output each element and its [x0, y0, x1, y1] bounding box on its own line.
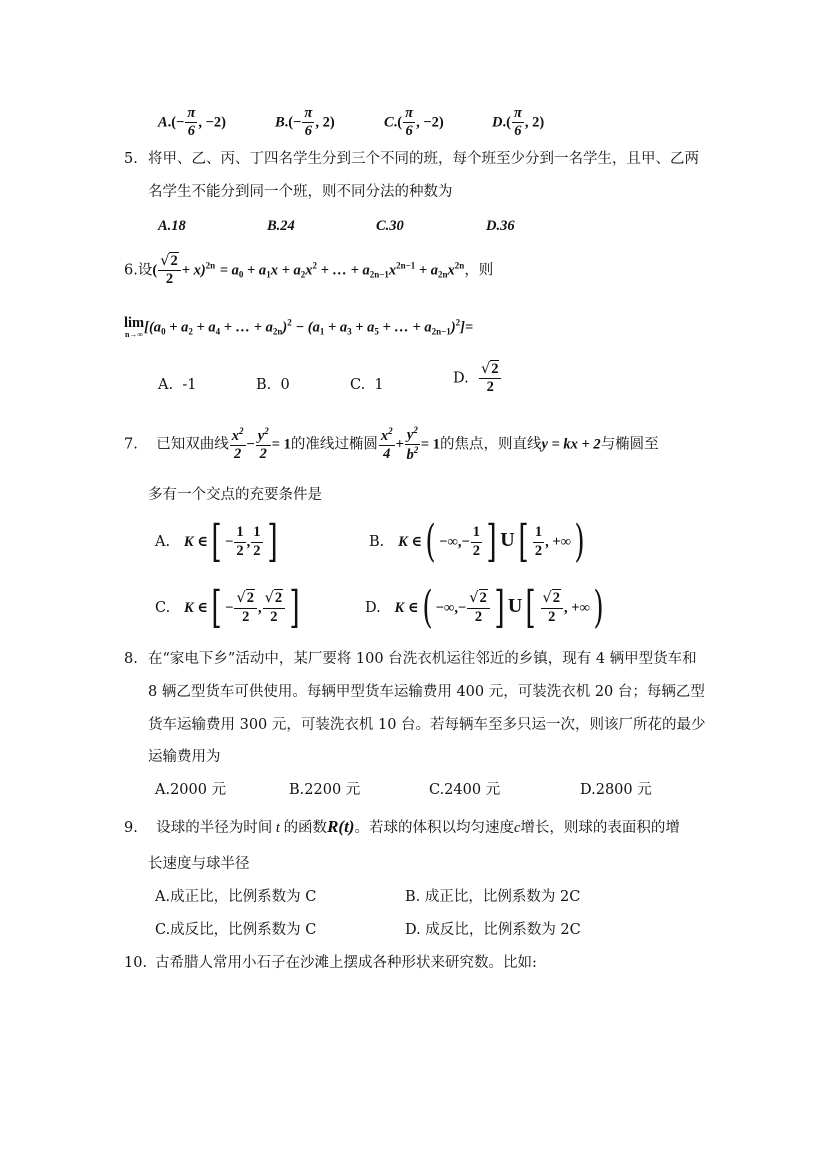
q9-option-a: A.成正比，比例系数为 C — [155, 889, 317, 905]
q4-option-b: B.(− $\frac{\pi}{6}$ , 2) — [275, 105, 335, 140]
q5-option-a: A.18 — [158, 218, 186, 234]
q8-text-line2: 8 辆乙型货车可供使用。每辆甲型货车运输费用 400 元，可装洗衣机 20 台；每辆乙型 — [148, 684, 705, 700]
q7-text-line2: 多有一个交点的充要条件是 — [148, 487, 322, 503]
q8-option-a: A.2000 元 — [155, 782, 227, 798]
q7-option-a: A. K ∈[ − $\frac{1}{2}$ , $\frac{1}{2}$ ] — [155, 516, 278, 567]
q9-text-line2: 长速度与球半径 — [148, 856, 250, 872]
q7-option-c: C. K ∈[ − $\frac{√2}{2}$ , $\frac{√2}{2}$ ] — [155, 582, 300, 633]
q9-statement: 9. 设球的半径为时间 t 的函数R(t)。若球的体积以均匀速度c增长，则球的表面积的增 — [124, 817, 680, 836]
q6-option-a: A. -1 — [158, 377, 197, 393]
q9-option-d: D. 成反比，比例系数为 2C — [405, 922, 581, 938]
q8-option-b: B.2200 元 — [289, 782, 361, 798]
q9-option-b: B. 成正比，比例系数为 2C — [405, 889, 581, 905]
q6-option-d: D. $\frac{√2}{2}$ — [453, 362, 502, 395]
q7-statement: 7. 已知双曲线 $\frac{x^2}{2}$ − $\frac{y^2}{2}$ = 1的准线过椭圆 $\frac{x^2}{4}$ + $\frac{y^2}{b^2}$ = 1的焦点，则直线y = kx + 2与椭圆至 — [124, 425, 659, 464]
q7-option-b: B. K ∈( −∞,− $\frac{1}{2}$ ] U[ $\frac{1}{2}$ , +∞) — [369, 516, 585, 567]
q6-statement: 6.设( $\frac{√2}{2}$ + $x)^{2n} = a_0 + a_1x + a_2x^2$ + … + $a_{2n-1}x^{2n-1} + a_{2n}x^{2n}$，则 — [124, 253, 494, 288]
q5-option-b: B.24 — [267, 218, 295, 234]
q8-text-line4: 运输费用为 — [148, 749, 221, 765]
q8-text-line3: 货车运输费用 300 元，可装洗衣机 10 台。若每辆车至多只运一次，则该厂所花的最少 — [148, 717, 706, 733]
q8-text-line1: 在“家电下乡”活动中，某厂要将 100 台洗衣机运往邻近的乡镇，现有 4 辆甲型货车和 — [148, 651, 697, 667]
q4-option-c: C.( $\frac{\pi}{6}$ , −2) — [384, 105, 444, 140]
q5-option-d: D.36 — [486, 218, 515, 234]
q9-option-c: C.成反比，比例系数为 C — [155, 922, 317, 938]
q8-option-c: C.2400 元 — [429, 782, 501, 798]
q10-number: 10. — [124, 955, 148, 971]
q7-option-d: D. K ∈( −∞,− $\frac{√2}{2}$ ] U[ $\frac{√2}{2}$ , +∞) — [365, 582, 604, 633]
q6-option-c: C. 1 — [350, 377, 384, 393]
q6-option-b: B. 0 — [256, 377, 290, 393]
q5-text-line2: 名学生不能分到同一个班，则不同分法的种数为 — [148, 184, 453, 200]
q5-text-line1: 将甲、乙、丙、丁四名学生分到三个不同的班，每个班至少分到一名学生，且甲、乙两 — [148, 151, 699, 167]
q5-option-c: C.30 — [376, 218, 404, 234]
q10-text: 古希腊人常用小石子在沙滩上摆成各种形状来研究数。比如: — [155, 955, 537, 971]
q6-limit-expression: lim n→∞ [($a_0 + a_2 + a_4$ + … + $a_{2n})^2 - (a_1 + a_3 + a_5$ + … + $a_{2n-1})^2]=$ — [124, 315, 474, 339]
q8-option-d: D.2800 元 — [580, 782, 652, 798]
q4-option-d: D.( $\frac{\pi}{6}$ , 2) — [492, 105, 545, 140]
q5-number: 5. — [124, 151, 138, 167]
q4-option-a: A.(− $\frac{\pi}{6}$ , −2) — [158, 105, 226, 140]
q8-number: 8. — [124, 651, 138, 667]
